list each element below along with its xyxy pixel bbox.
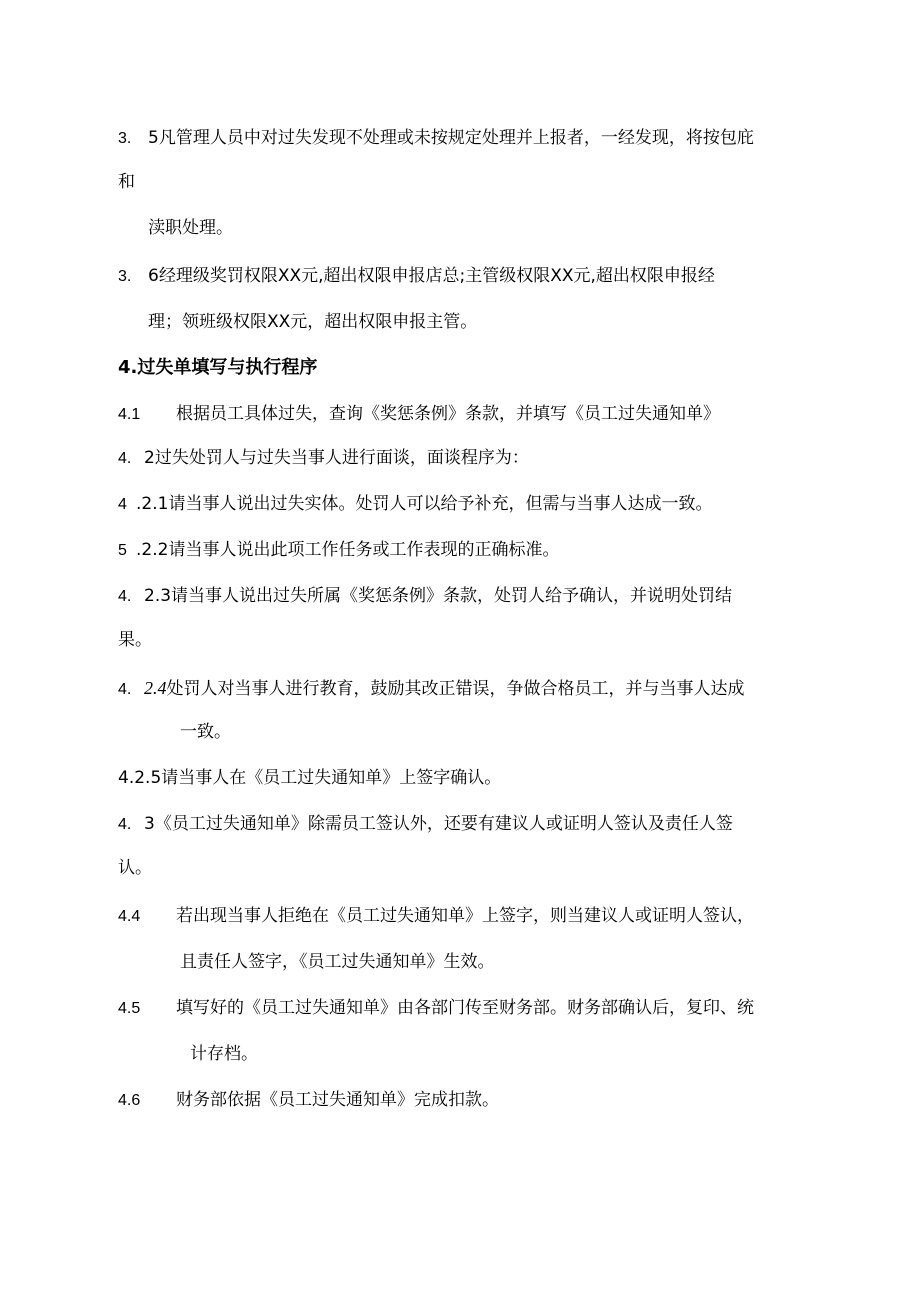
clause-4-1 bbox=[118, 402, 720, 427]
clause-text-continuation: 一致。 bbox=[180, 722, 231, 742]
clause-4-2-4-continuation bbox=[180, 720, 231, 744]
clause-text-continuation: 认。 bbox=[118, 858, 152, 878]
clause-3-5-continuation bbox=[118, 170, 135, 194]
clause-text: 2过失处罚人与过失当事人进行面谈，面谈程序为： bbox=[144, 448, 529, 468]
clause-4-4 bbox=[118, 904, 754, 929]
clause-number: 4 bbox=[118, 496, 127, 513]
clause-text: 6经理级奖罚权限XX元,超出权限申报店总;主管级权限XX元,超出权限申报经 bbox=[148, 266, 715, 286]
clause-number: 4.5 bbox=[118, 1000, 141, 1017]
clause-text-continuation: 和 bbox=[118, 172, 135, 192]
clause-text-continuation: 计存档。 bbox=[190, 1044, 258, 1064]
clause-text-continuation: 理；领班级权限XX元，超出权限申报主管。 bbox=[148, 312, 478, 332]
clause-number: 4. bbox=[118, 816, 132, 833]
clause-text: 5凡管理人员中对过失发现不处理或未按规定处理并上报者，一经发现，将按包庇 bbox=[148, 128, 754, 148]
clause-3-6-continuation bbox=[148, 310, 477, 334]
clause-number: 4. bbox=[118, 588, 132, 605]
clause-text: 处罚人对当事人进行教育，鼓励其改正错误，争做合格员工，并与当事人达成 bbox=[166, 679, 745, 699]
clause-number: 4.1 bbox=[118, 406, 141, 423]
clause-text: 根据员工具体过失，查询《奖惩条例》条款，并填写《员工过失通知单》 bbox=[176, 404, 720, 424]
clause-4-2-3 bbox=[118, 584, 732, 609]
clause-number: 4.4 bbox=[118, 908, 141, 925]
clause-text: 若出现当事人拒绝在《员工过失通知单》上签字，则当建议人或证明人签认， bbox=[176, 906, 754, 926]
clause-4-2-1 bbox=[118, 492, 712, 517]
clause-text-continuation: 渎职处理。 bbox=[148, 218, 233, 238]
clause-4-6 bbox=[118, 1088, 499, 1113]
clause-4-3 bbox=[118, 812, 733, 837]
clause-3-6 bbox=[118, 264, 715, 289]
clause-4-2-2 bbox=[118, 538, 559, 563]
clause-number: 3. bbox=[118, 130, 132, 147]
clause-text: .2.1请当事人说出过失实体。处罚人可以给予补充，但需与当事人达成一致。 bbox=[136, 494, 713, 514]
clause-3-5-continuation-2 bbox=[148, 216, 233, 240]
clause-text: 填写好的《员工过失通知单》由各部门传至财务部。财务部确认后，复印、统 bbox=[176, 998, 754, 1018]
clause-number: 5 bbox=[118, 542, 127, 559]
clause-number: 4.6 bbox=[118, 1092, 141, 1109]
clause-4-4-continuation bbox=[180, 950, 495, 974]
clause-4-2 bbox=[118, 446, 529, 471]
clause-4-2-4 bbox=[118, 676, 745, 702]
clause-number: 3. bbox=[118, 268, 132, 285]
clause-text-continuation: 且责任人签字，《员工过失通知单》生效。 bbox=[180, 952, 495, 972]
clause-text: .2.2请当事人说出此项工作任务或工作表现的正确标准。 bbox=[136, 540, 560, 560]
clause-number: 4. bbox=[118, 450, 132, 467]
clause-4-2-5 bbox=[118, 766, 501, 790]
clause-4-5 bbox=[118, 996, 754, 1021]
clause-4-3-continuation bbox=[118, 856, 152, 880]
clause-text: 财务部依据《员工过失通知单》完成扣款。 bbox=[176, 1090, 499, 1110]
clause-text-continuation: 果。 bbox=[118, 630, 152, 650]
clause-3-5 bbox=[118, 126, 754, 151]
clause-4-2-3-continuation bbox=[118, 628, 152, 652]
clause-number: 4. bbox=[118, 681, 132, 698]
clause-text: 4.2.5请当事人在《员工过失通知单》上签字确认。 bbox=[118, 768, 502, 788]
clause-text: 2.3请当事人说出过失所属《奖惩条例》条款，处罚人给予确认，并说明处罚结 bbox=[144, 586, 733, 606]
clause-4-5-continuation bbox=[190, 1042, 258, 1066]
section-heading: 4.过失单填写与执行程序 bbox=[118, 357, 318, 378]
clause-text: 3《员工过失通知单》除需员工签认外，还要有建议人或证明人签认及责任人签 bbox=[144, 814, 733, 834]
clause-subnumber: 2.4 bbox=[144, 678, 167, 698]
